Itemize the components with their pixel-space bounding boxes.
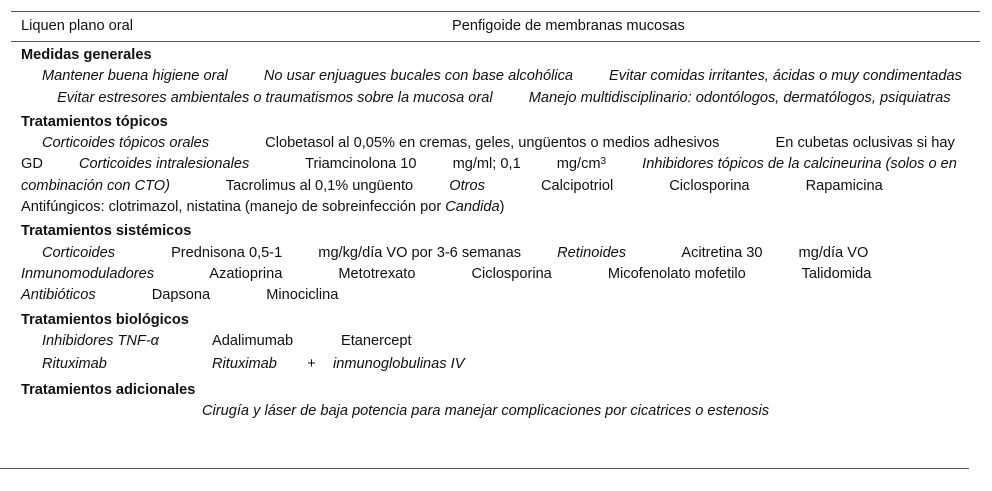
- sistemico-label: Inmunomoduladores: [21, 265, 155, 282]
- closing-paren: ): [499, 199, 505, 216]
- section-title: Tratamientos tópicos: [21, 113, 168, 130]
- section-body: [21, 243, 970, 307]
- section-medidas-generales: [11, 45, 980, 109]
- section-title: Medidas generales: [21, 47, 152, 63]
- general-item: Mantener buena higiene oral: [42, 68, 228, 85]
- section-tratamientos-sistemicos: [11, 221, 980, 306]
- biologico-row: [21, 331, 970, 354]
- sistemico-item: Dapsona: [151, 287, 211, 304]
- sistemico-label: Retinoides: [557, 244, 627, 261]
- topico-item: Ciclosporina: [669, 177, 750, 194]
- sistemico-item: Micofenolato mofetilo: [607, 265, 746, 282]
- section-body: [21, 401, 970, 424]
- section-tratamientos-adicionales: [11, 380, 980, 424]
- table-header: [11, 11, 980, 42]
- superscript: 3: [600, 156, 607, 168]
- sistemico-item: Minociclina: [266, 287, 339, 304]
- topico-text: Triamcinolona 10: [305, 156, 417, 173]
- biologico-item: Adalimumab: [212, 332, 294, 349]
- topico-text: mg/cm: [556, 156, 601, 173]
- general-item: Evitar estresores ambientales o traumatismos sobre la mucosa oral: [57, 89, 493, 106]
- biologico-label: Inhibidores TNF-α: [42, 332, 159, 349]
- biologico-item: inmunoglobulinas IV: [333, 355, 465, 372]
- topico-label: Corticoides tópicos orales: [42, 135, 210, 152]
- general-item: Evitar comidas irritantes, ácidas o muy condimentadas: [609, 68, 962, 85]
- treatment-table: [11, 11, 980, 424]
- topico-item: Rapamicina: [805, 177, 883, 194]
- section-tratamientos-biologicos: [11, 310, 980, 377]
- topico-text: Clobetasol al 0,05% en cremas, geles, ungüentos o medios adhesivos: [265, 135, 720, 152]
- topico-text: Antifúngicos: clotrimazol, nistatina (manejo de sobreinfección por: [21, 199, 442, 216]
- biologico-row: [21, 354, 970, 377]
- sistemico-text: Prednisona 0,5-1: [171, 244, 283, 261]
- sistemico-item: Talidomida: [801, 265, 872, 282]
- section-body: [21, 133, 970, 218]
- topico-label: Corticoides intralesionales: [78, 156, 250, 173]
- section-body: [21, 66, 970, 109]
- sistemico-item: Ciclosporina: [471, 265, 552, 282]
- biologico-item: Rituximab: [212, 355, 277, 372]
- header-liquen-plano: Liquen plano oral: [21, 18, 133, 34]
- adicional-text: Cirugía y láser de baja potencia para manejar complicaciones por cicatrices o estenosis: [202, 403, 770, 420]
- sistemico-text: Acitretina 30: [681, 244, 763, 261]
- topico-italic: Candida: [445, 199, 500, 216]
- sistemico-label: Corticoides: [42, 244, 115, 261]
- section-title: Tratamientos biológicos: [21, 311, 189, 328]
- biologico-label: Rituximab: [42, 355, 107, 372]
- topico-text: En cubetas oclusivas si hay GD: [21, 135, 955, 173]
- sistemico-item: Metotrexato: [338, 265, 416, 282]
- topico-label: Otros: [449, 177, 485, 194]
- biologico-item: Etanercept: [341, 332, 412, 349]
- topico-text: Tacrolimus al 0,1% ungüento: [225, 177, 414, 194]
- sistemico-item: Azatioprina: [209, 265, 283, 282]
- topico-item: Calcipotriol: [541, 177, 614, 194]
- table-bottom-border: [0, 468, 969, 469]
- general-item: No usar enjuagues bucales con base alcohólica: [263, 68, 573, 85]
- section-title: Tratamientos sistémicos: [21, 223, 192, 240]
- topico-text: mg/ml; 0,1: [452, 156, 521, 173]
- topico-label: Inhibidores tópicos de la calcineurina (solos o en combinación con CTO): [21, 156, 957, 194]
- sistemico-text: mg/día VO: [798, 244, 869, 261]
- general-item: Manejo multidisciplinario: odontólogos, dermatólogos, psiquiatras: [528, 89, 951, 106]
- sistemico-text: mg/kg/día VO por 3-6 semanas: [318, 244, 522, 261]
- biologico-plus: +: [307, 355, 316, 372]
- section-title: Tratamientos adicionales: [21, 381, 196, 398]
- section-tratamientos-topicos: [11, 112, 980, 218]
- sistemico-label: Antibióticos: [21, 287, 96, 304]
- header-penfigoide: Penfigoide de membranas mucosas: [452, 18, 685, 34]
